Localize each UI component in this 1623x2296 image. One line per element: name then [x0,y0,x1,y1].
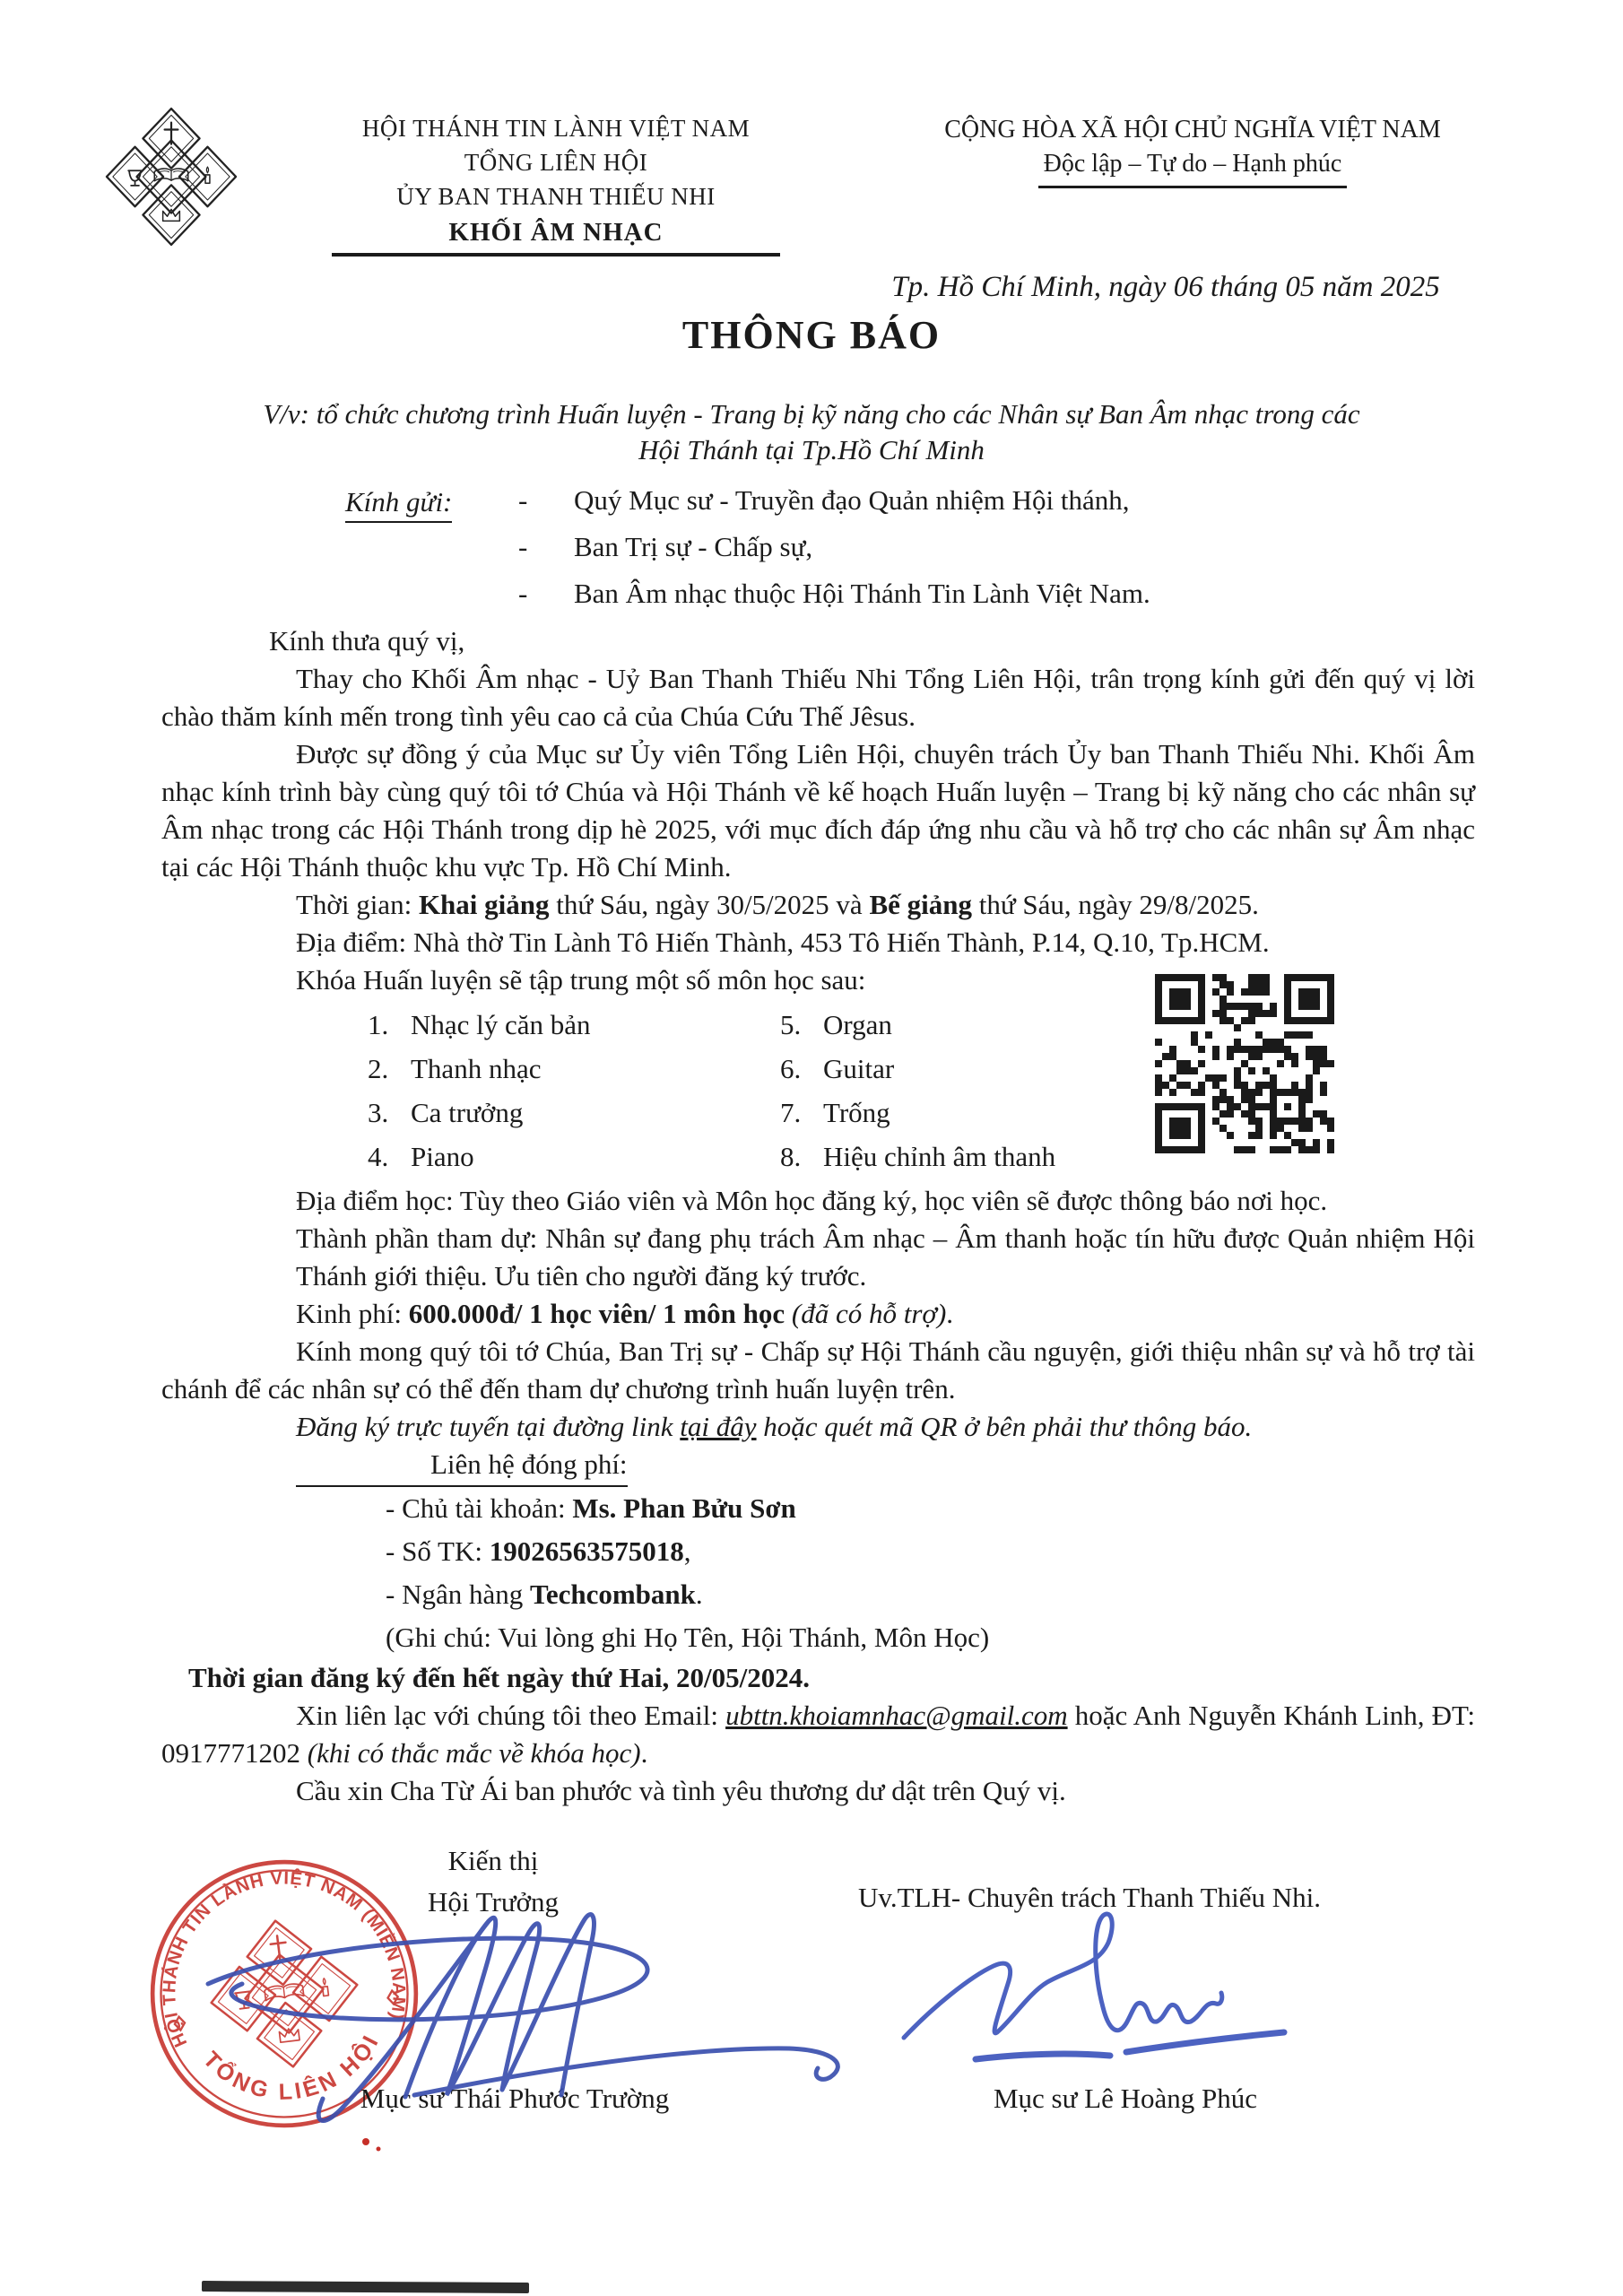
payment-pre: - Số TK: [386,1535,490,1567]
subject-line-2: Hội Thánh tại Tp.Hồ Chí Minh [638,434,985,465]
register-line [161,1408,1475,1446]
endorse-label: Kiến thị [447,1845,539,1876]
org-line-2: TỔNG LIÊN HỘI [464,149,648,176]
right-signer-title: Uv.TLH- Chuyên trách Thanh Thiếu Nhi. [858,1882,1321,1913]
dateline: Tp. Hồ Chí Minh, ngày 06 tháng 05 năm 2025 [891,271,1440,303]
paragraph-greeting: Thay cho Khối Âm nhạc - Uỷ Ban Thanh Thiếu Nhi Tổng Liên Hội, trân trọng kính gửi đến quý vị lời chào thăm kính mến trong tình yêu cao cả của Chúa Cứu Thế Jêsus. [161,663,1475,732]
handwritten-signatures [117,1857,1372,2242]
study-location-line: Địa điểm học: Tùy theo Giáo viên và Môn học đăng ký, học viên sẽ được thông báo nơi học. [296,1185,1328,1216]
payment-label-line [161,1446,1475,1487]
course-label: Hiệu chỉnh âm thanh [823,1141,1056,1172]
document-body [161,622,1475,1810]
recipient-text: Ban Âm nhạc thuộc Hội Thánh Tin Lành Việt Nam. [574,578,1150,609]
request-paragraph: Kính mong quý tôi tớ Chúa, Ban Trị sự - Chấp sự Hội Thánh cầu nguyện, giới thiệu nhân sự và hỗ trợ tài chánh để các nhân sự có thể đến tham dự chương trình huấn luyện trên. [161,1335,1475,1405]
fee-note: (đã có hỗ trợ) [791,1298,947,1329]
left-signer-name: Mục sư Thái Phước Trường [360,2083,670,2114]
recipient-item [518,484,1130,517]
course-item [780,1091,1193,1135]
course-number: 7. [780,1097,802,1128]
course-item [780,1003,1193,1047]
deadline-line: Thời gian đăng ký đến hết ngày thứ Hai, 20/05/2024. [188,1662,810,1693]
course-label: Organ [823,1009,892,1040]
course-label: Nhạc lý căn bản [411,1009,591,1040]
contact-pre: Xin liên lạc với chúng tôi theo Email: [296,1700,726,1731]
recipient-item [518,531,812,563]
dash: - [518,578,528,609]
course-item [368,1091,780,1135]
org-underline-rule [332,253,780,257]
bank-name: Techcombank [529,1578,696,1610]
course-number: 3. [368,1097,389,1128]
salutation: Kính thưa quý vị, [269,625,465,657]
payment-post: . [695,1578,703,1610]
time-suffix: thứ Sáu, ngày 29/8/2025. [971,889,1259,920]
course-column-1 [368,1003,780,1178]
subject-line-1: V/v: tổ chức chương trình Huấn luyện - Trang bị kỹ năng cho các Nhân sự Ban Âm nhạc trong các [263,398,1360,430]
course-number: 6. [780,1053,802,1084]
time-line [161,886,1475,924]
national-header [888,113,1497,188]
church-logo [104,106,239,248]
register-pre: Đăng ký trực tuyến tại đường link [296,1411,681,1442]
doc-title: THÔNG BÁO [681,313,942,357]
qr-code [1155,974,1334,1153]
contact-email[interactable]: ubttn.khoiamnhac@gmail.com [725,1700,1068,1731]
contact-post: . [640,1737,648,1769]
course-number: 2. [368,1053,389,1084]
participants-line: Thành phần tham dự: Nhân sự đang phụ trách Âm nhạc – Âm thanh hoặc tín hữu được Quản nhiệm Hội Thánh giới thiệu. Ưu tiên cho người đăng ký trước. [296,1222,1475,1292]
course-label: Piano [411,1141,474,1172]
org-line-1: HỘI THÁNH TIN LÀNH VIỆT NAM [361,115,751,142]
payment-item [386,1487,1475,1530]
contact-mid: hoặc Anh Nguyễn Khánh Linh, ĐT: 0917771202 [161,1700,1475,1769]
fee-prefix: Kinh phí: [296,1298,409,1329]
account-holder: Ms. Phan Bửu Sơn [572,1492,796,1524]
courses-intro: Khóa Huấn luyện sẽ tập trung một số môn học sau: [296,964,866,996]
dash: - [518,531,528,562]
course-label: Thanh nhạc [411,1053,542,1084]
state-motto: Độc lập – Tự do – Hạnh phúc [1038,147,1348,188]
course-item [368,1047,780,1091]
payment-label: Liên hệ đóng phí: [296,1446,628,1487]
opening-date: Khai giảng [418,889,550,920]
closing-date: Bế giảng [869,889,972,920]
org-line-3: ỦY BAN THANH THIẾU NHI [396,183,716,210]
doc-subject [143,396,1480,468]
course-number: 1. [368,1009,389,1040]
payment-pre: - Ngân hàng [386,1578,530,1610]
org-header [260,111,852,257]
payment-note: (Ghi chú: Vui lòng ghi Họ Tên, Hội Thánh, Môn Học) [386,1622,990,1653]
course-item [368,1135,780,1178]
fee-line [161,1295,1475,1333]
location-line: Địa điểm: Nhà thờ Tin Lành Tô Hiến Thành, 453 Tô Hiến Thành, P.14, Q.10, Tp.HCM. [296,926,1270,958]
blessing-line: Cầu xin Cha Từ Ái ban phước và tình yêu thương dư dật trên Quý vị. [296,1775,1066,1806]
recipients-label: Kính gửi: [345,486,452,523]
payment-pre: - Chủ tài khoản: [386,1492,573,1524]
paragraph-plan: Được sự đồng ý của Mục sư Ủy viên Tổng Liên Hội, chuyên trách Ủy ban Thanh Thiếu Nhi. Khối Âm nhạc kính trình bày cùng quý tôi tớ Chúa và Hội Thánh về kế hoạch Huấn luyện – Trang bị kỹ năng cho các nhân sự Âm nhạc trong các Hội Thánh trong dịp hè 2025, với mục đích đáp ứng nhu cầu và hỗ trợ cho các nhân sự Âm nhạc tại các Hội Thánh thuộc khu vực Tp. Hồ Chí Minh. [161,738,1475,883]
course-number: 4. [368,1141,389,1172]
register-post: hoặc quét mã QR ở bên phải thư thông báo. [756,1411,1253,1442]
stamp-ink-speckles [362,2138,381,2152]
course-label: Ca trưởng [411,1097,524,1128]
dash: - [518,484,528,516]
payment-post: , [683,1535,691,1567]
course-item [368,1003,780,1047]
contact-paragraph [161,1697,1475,1772]
account-number: 19026563575018 [489,1535,684,1567]
course-label: Guitar [823,1053,895,1084]
course-item [780,1135,1193,1178]
state-line: CỘNG HÒA XÃ HỘI CHỦ NGHĨA VIỆT NAM [944,116,1441,144]
signature-left [208,1915,838,2121]
register-link[interactable]: tại đây [680,1411,757,1442]
course-column-2 [780,1003,1193,1178]
stamp-ring-top-text: HỘI THÁNH TIN LÀNH VIỆT NAM (MIỀN NAM) [160,1868,409,2050]
payment-item [386,1573,1475,1616]
signature-right [904,1914,1284,2059]
course-number: 5. [780,1009,802,1040]
course-item [780,1047,1193,1091]
right-signer-name: Mục sư Lê Hoàng Phúc [993,2083,1258,2114]
recipient-item [518,578,1150,610]
fee-suffix: . [946,1298,954,1329]
stamp-ring-bottom-text: TỔNG LIÊN HỘI [197,2029,386,2105]
recipient-text: Quý Mục sư - Truyền đạo Quản nhiệm Hội thánh, [574,484,1130,516]
scan-artifact [202,2281,529,2293]
time-prefix: Thời gian: [296,889,419,920]
recipient-text: Ban Trị sự - Chấp sự, [574,531,813,562]
course-number: 8. [780,1141,802,1172]
left-signer-title: Hội Trưởng [427,1886,560,1918]
fee-amount: 600.000đ/ 1 học viên/ 1 môn học [408,1298,792,1329]
contact-note: (khi có thắc mắc về khóa học) [307,1737,641,1769]
course-label: Trống [823,1097,890,1128]
org-unit: KHỐI ÂM NHẠC [448,218,664,247]
payment-item [386,1530,1475,1573]
time-mid: thứ Sáu, ngày 30/5/2025 và [549,889,870,920]
